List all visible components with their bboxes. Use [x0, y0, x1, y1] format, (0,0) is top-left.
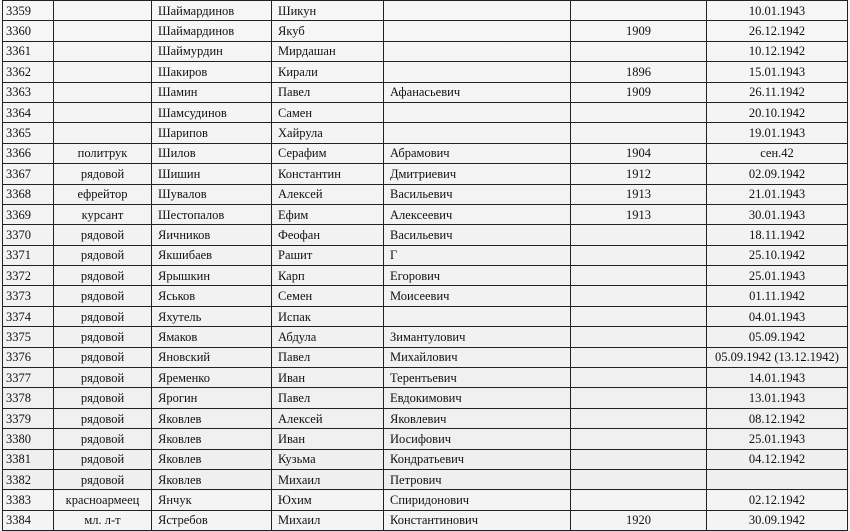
date-cell: 10.12.1942: [707, 41, 848, 61]
table-row: [3, 286, 848, 306]
date-cell: 25.01.1943: [707, 266, 848, 286]
row-number: 3359: [3, 1, 54, 21]
first-name-cell: Серафим: [272, 143, 384, 163]
patronymic-cell: Васильевич: [384, 184, 571, 204]
patronymic-cell: [384, 102, 571, 122]
birth-year-cell: 1920: [571, 510, 707, 530]
surname-cell: Яськов: [152, 286, 272, 306]
date-cell: 30.09.1942: [707, 510, 848, 530]
table-row: [3, 347, 848, 367]
date-cell: 25.01.1943: [707, 429, 848, 449]
row-number: 3376: [3, 347, 54, 367]
patronymic-cell: Егорович: [384, 266, 571, 286]
surname-cell: Якшибаев: [152, 245, 272, 265]
date-cell: [707, 469, 848, 489]
table-row: [3, 408, 848, 428]
date-cell: 08.12.1942: [707, 408, 848, 428]
rank-cell: рядовой: [54, 408, 152, 428]
rank-cell: [54, 21, 152, 41]
row-number: 3381: [3, 449, 54, 469]
first-name-cell: Михаил: [272, 510, 384, 530]
rank-cell: рядовой: [54, 429, 152, 449]
date-cell: 21.01.1943: [707, 184, 848, 204]
date-cell: 02.12.1942: [707, 490, 848, 510]
birth-year-cell: 1904: [571, 143, 707, 163]
surname-cell: Шамин: [152, 82, 272, 102]
table-row: [3, 184, 848, 204]
birth-year-cell: [571, 327, 707, 347]
row-number: 3374: [3, 306, 54, 326]
row-number: 3378: [3, 388, 54, 408]
first-name-cell: Иван: [272, 368, 384, 388]
surname-cell: Шаймардинов: [152, 1, 272, 21]
first-name-cell: Шикун: [272, 1, 384, 21]
rank-cell: рядовой: [54, 245, 152, 265]
rank-cell: [54, 41, 152, 61]
rank-cell: рядовой: [54, 164, 152, 184]
surname-cell: Яременко: [152, 368, 272, 388]
first-name-cell: Мирдашан: [272, 41, 384, 61]
first-name-cell: Самен: [272, 102, 384, 122]
row-number: 3383: [3, 490, 54, 510]
table-row: [3, 143, 848, 163]
table-row: [3, 41, 848, 61]
surname-cell: Ямаков: [152, 327, 272, 347]
surname-cell: Шаймурдин: [152, 41, 272, 61]
birth-year-cell: [571, 469, 707, 489]
rank-cell: политрук: [54, 143, 152, 163]
patronymic-cell: Г: [384, 245, 571, 265]
rank-cell: рядовой: [54, 469, 152, 489]
first-name-cell: Павел: [272, 347, 384, 367]
row-number: 3360: [3, 21, 54, 41]
roster-body: [3, 1, 848, 531]
rank-cell: рядовой: [54, 388, 152, 408]
row-number: 3375: [3, 327, 54, 347]
date-cell: 05.09.1942 (13.12.1942): [707, 347, 848, 367]
date-cell: 15.01.1943: [707, 62, 848, 82]
row-number: 3382: [3, 469, 54, 489]
rank-cell: красноармеец: [54, 490, 152, 510]
first-name-cell: Семен: [272, 286, 384, 306]
date-cell: 01.11.1942: [707, 286, 848, 306]
rank-cell: рядовой: [54, 368, 152, 388]
first-name-cell: Павел: [272, 388, 384, 408]
surname-cell: Яновский: [152, 347, 272, 367]
surname-cell: Янчук: [152, 490, 272, 510]
rank-cell: ефрейтор: [54, 184, 152, 204]
row-number: 3365: [3, 123, 54, 143]
first-name-cell: Алексей: [272, 184, 384, 204]
table-row: [3, 388, 848, 408]
date-cell: 14.01.1943: [707, 368, 848, 388]
rank-cell: курсант: [54, 204, 152, 224]
patronymic-cell: [384, 1, 571, 21]
table-row: [3, 469, 848, 489]
rank-cell: рядовой: [54, 306, 152, 326]
first-name-cell: Карп: [272, 266, 384, 286]
birth-year-cell: [571, 245, 707, 265]
patronymic-cell: Иосифович: [384, 429, 571, 449]
surname-cell: Шарипов: [152, 123, 272, 143]
table-row: [3, 82, 848, 102]
table-row: [3, 164, 848, 184]
rank-cell: [54, 102, 152, 122]
table-row: [3, 62, 848, 82]
rank-cell: рядовой: [54, 266, 152, 286]
row-number: 3373: [3, 286, 54, 306]
birth-year-cell: [571, 286, 707, 306]
first-name-cell: Феофан: [272, 225, 384, 245]
rank-cell: рядовой: [54, 327, 152, 347]
patronymic-cell: [384, 21, 571, 41]
surname-cell: Ястребов: [152, 510, 272, 530]
birth-year-cell: 1896: [571, 62, 707, 82]
patronymic-cell: Евдокимович: [384, 388, 571, 408]
patronymic-cell: Дмитриевич: [384, 164, 571, 184]
roster-table: [2, 0, 848, 531]
row-number: 3372: [3, 266, 54, 286]
row-number: 3364: [3, 102, 54, 122]
birth-year-cell: [571, 490, 707, 510]
rank-cell: рядовой: [54, 347, 152, 367]
table-row: [3, 368, 848, 388]
birth-year-cell: 1912: [571, 164, 707, 184]
first-name-cell: Михаил: [272, 469, 384, 489]
table-row: [3, 266, 848, 286]
table-row: [3, 204, 848, 224]
first-name-cell: Алексей: [272, 408, 384, 428]
rank-cell: [54, 82, 152, 102]
patronymic-cell: Яковлевич: [384, 408, 571, 428]
first-name-cell: Кузьма: [272, 449, 384, 469]
table-row: [3, 327, 848, 347]
patronymic-cell: Абрамович: [384, 143, 571, 163]
date-cell: 18.11.1942: [707, 225, 848, 245]
rank-cell: [54, 62, 152, 82]
row-number: 3362: [3, 62, 54, 82]
surname-cell: Шакиров: [152, 62, 272, 82]
date-cell: 13.01.1943: [707, 388, 848, 408]
date-cell: 04.01.1943: [707, 306, 848, 326]
table-row: [3, 123, 848, 143]
table-row: [3, 429, 848, 449]
surname-cell: Яковлев: [152, 408, 272, 428]
row-number: 3366: [3, 143, 54, 163]
date-cell: 05.09.1942: [707, 327, 848, 347]
surname-cell: Шестопалов: [152, 204, 272, 224]
table-row: [3, 102, 848, 122]
patronymic-cell: Афанасьевич: [384, 82, 571, 102]
patronymic-cell: [384, 62, 571, 82]
row-number: 3384: [3, 510, 54, 530]
birth-year-cell: 1913: [571, 204, 707, 224]
patronymic-cell: Моисеевич: [384, 286, 571, 306]
rank-cell: [54, 1, 152, 21]
table-row: [3, 1, 848, 21]
table-row: [3, 449, 848, 469]
patronymic-cell: Михайлович: [384, 347, 571, 367]
row-number: 3368: [3, 184, 54, 204]
birth-year-cell: [571, 41, 707, 61]
patronymic-cell: Константинович: [384, 510, 571, 530]
table-row: [3, 510, 848, 530]
surname-cell: Яичников: [152, 225, 272, 245]
birth-year-cell: [571, 408, 707, 428]
birth-year-cell: [571, 306, 707, 326]
date-cell: 10.01.1943: [707, 1, 848, 21]
table-row: [3, 490, 848, 510]
table-row: [3, 245, 848, 265]
patronymic-cell: Спиридонович: [384, 490, 571, 510]
first-name-cell: Испак: [272, 306, 384, 326]
birth-year-cell: 1909: [571, 82, 707, 102]
row-number: 3379: [3, 408, 54, 428]
birth-year-cell: [571, 225, 707, 245]
surname-cell: Шамсудинов: [152, 102, 272, 122]
patronymic-cell: Терентьевич: [384, 368, 571, 388]
surname-cell: Шишин: [152, 164, 272, 184]
table-row: [3, 21, 848, 41]
birth-year-cell: [571, 347, 707, 367]
surname-cell: Яковлев: [152, 469, 272, 489]
surname-cell: Шилов: [152, 143, 272, 163]
surname-cell: Шаймардинов: [152, 21, 272, 41]
row-number: 3370: [3, 225, 54, 245]
date-cell: 26.12.1942: [707, 21, 848, 41]
date-cell: 02.09.1942: [707, 164, 848, 184]
date-cell: 26.11.1942: [707, 82, 848, 102]
birth-year-cell: [571, 266, 707, 286]
row-number: 3369: [3, 204, 54, 224]
first-name-cell: Константин: [272, 164, 384, 184]
birth-year-cell: [571, 388, 707, 408]
date-cell: 30.01.1943: [707, 204, 848, 224]
surname-cell: Шувалов: [152, 184, 272, 204]
first-name-cell: Якуб: [272, 21, 384, 41]
patronymic-cell: [384, 306, 571, 326]
rank-cell: рядовой: [54, 225, 152, 245]
first-name-cell: Хайрула: [272, 123, 384, 143]
rank-cell: [54, 123, 152, 143]
surname-cell: Яхутель: [152, 306, 272, 326]
patronymic-cell: Кондратьевич: [384, 449, 571, 469]
patronymic-cell: Алексеевич: [384, 204, 571, 224]
date-cell: 04.12.1942: [707, 449, 848, 469]
first-name-cell: Павел: [272, 82, 384, 102]
birth-year-cell: [571, 449, 707, 469]
date-cell: 25.10.1942: [707, 245, 848, 265]
rank-cell: мл. л-т: [54, 510, 152, 530]
table-row: [3, 225, 848, 245]
rank-cell: рядовой: [54, 449, 152, 469]
surname-cell: Ярышкин: [152, 266, 272, 286]
patronymic-cell: [384, 123, 571, 143]
row-number: 3361: [3, 41, 54, 61]
birth-year-cell: [571, 102, 707, 122]
birth-year-cell: [571, 123, 707, 143]
birth-year-cell: 1913: [571, 184, 707, 204]
birth-year-cell: [571, 368, 707, 388]
date-cell: 20.10.1942: [707, 102, 848, 122]
row-number: 3363: [3, 82, 54, 102]
birth-year-cell: [571, 429, 707, 449]
first-name-cell: Юхим: [272, 490, 384, 510]
table-row: [3, 306, 848, 326]
birth-year-cell: 1909: [571, 21, 707, 41]
row-number: 3371: [3, 245, 54, 265]
rank-cell: рядовой: [54, 286, 152, 306]
first-name-cell: Рашит: [272, 245, 384, 265]
row-number: 3377: [3, 368, 54, 388]
row-number: 3380: [3, 429, 54, 449]
patronymic-cell: [384, 41, 571, 61]
row-number: 3367: [3, 164, 54, 184]
surname-cell: Ярогин: [152, 388, 272, 408]
date-cell: сен.42: [707, 143, 848, 163]
patronymic-cell: Петрович: [384, 469, 571, 489]
date-cell: 19.01.1943: [707, 123, 848, 143]
first-name-cell: Иван: [272, 429, 384, 449]
patronymic-cell: Зимантулович: [384, 327, 571, 347]
surname-cell: Яковлев: [152, 429, 272, 449]
first-name-cell: Ефим: [272, 204, 384, 224]
first-name-cell: Кирали: [272, 62, 384, 82]
birth-year-cell: [571, 1, 707, 21]
first-name-cell: Абдула: [272, 327, 384, 347]
surname-cell: Яковлев: [152, 449, 272, 469]
patronymic-cell: Васильевич: [384, 225, 571, 245]
